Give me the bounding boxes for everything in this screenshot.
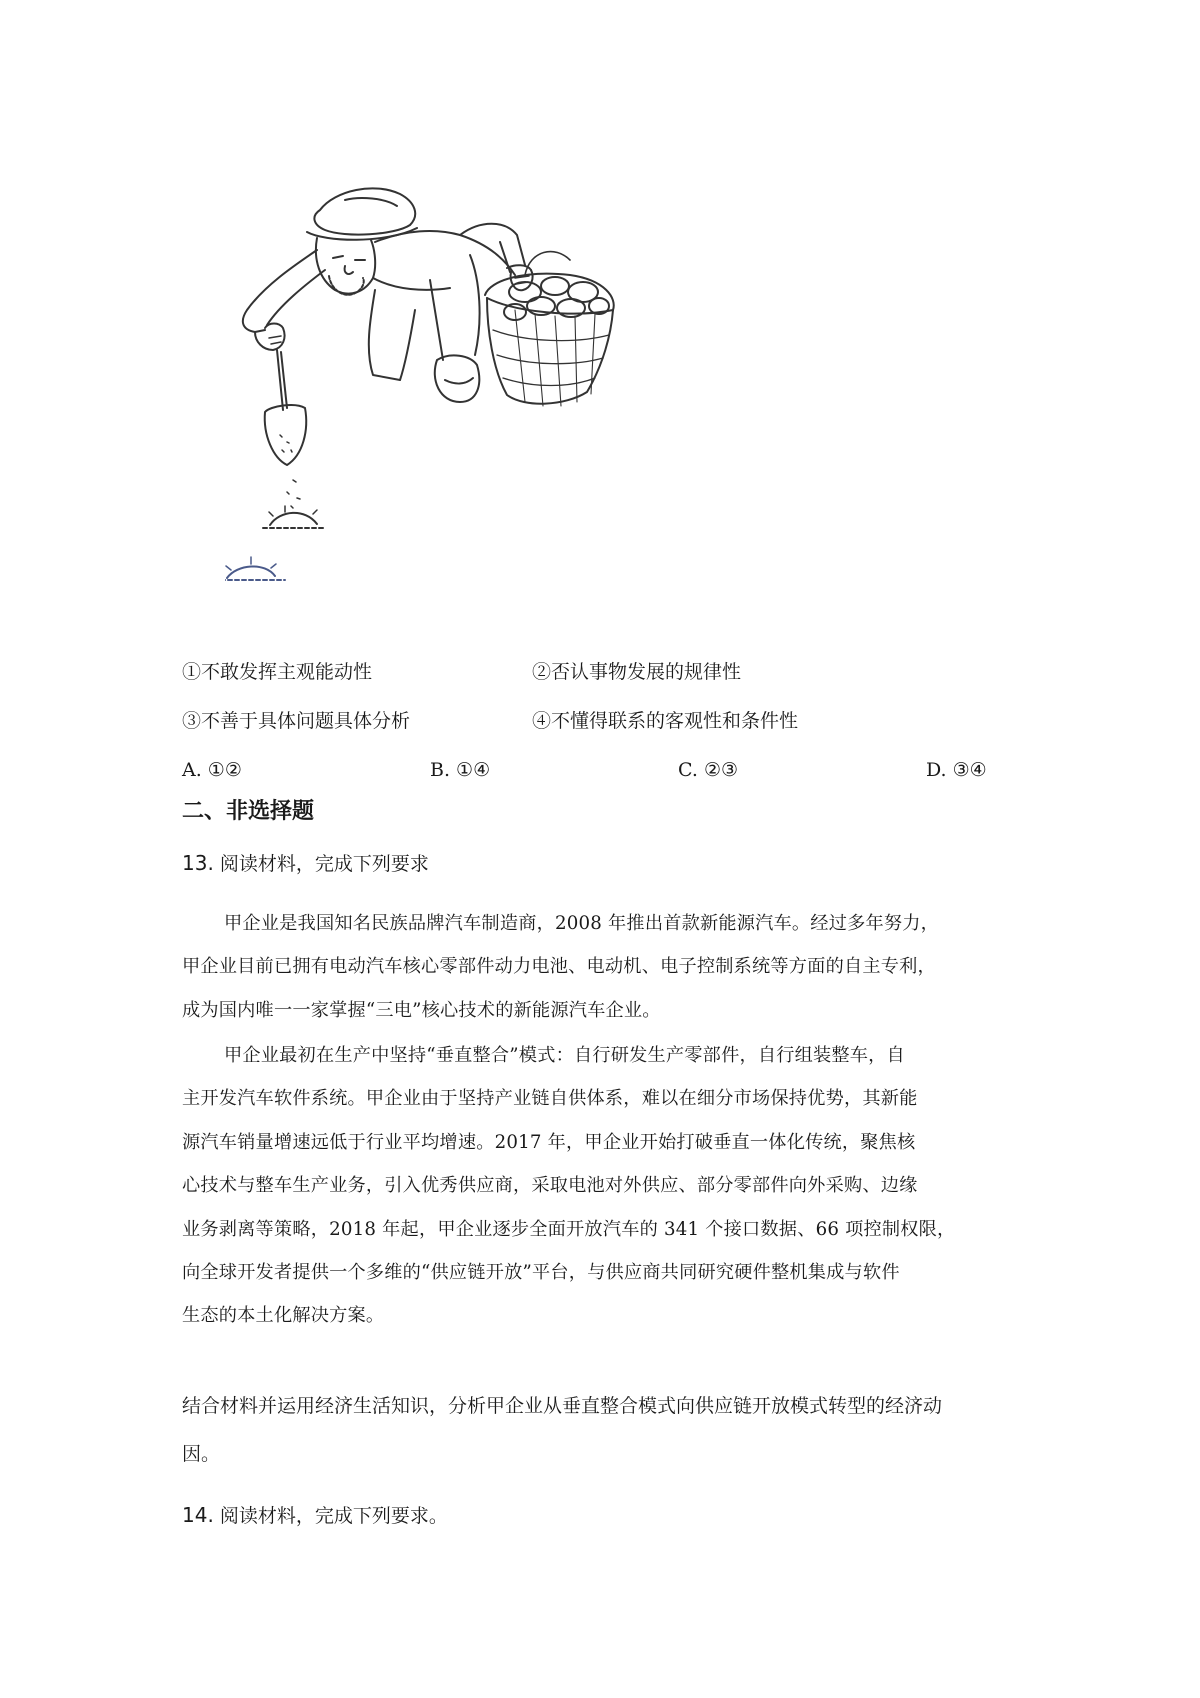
question-13-prompt: 阅读材料，完成下列要求 — [219, 853, 429, 875]
question-14-prompt: 阅读材料，完成下列要求。 — [219, 1505, 448, 1527]
question-13-number: 13. — [182, 851, 214, 875]
paragraph-2-line: 生态的本土化解决方案。 — [182, 1305, 385, 1327]
option-1: ①不敢发挥主观能动性 — [182, 661, 373, 683]
choice-c[interactable]: C. ②③ — [678, 759, 739, 781]
choice-a[interactable]: A. ①② — [182, 759, 242, 781]
choice-d[interactable]: D. ③④ — [926, 759, 987, 781]
option-4: ④不懂得联系的客观性和条件性 — [532, 710, 799, 732]
option-2: ②否认事物发展的规律性 — [532, 661, 742, 683]
paragraph-2-line: 向全球开发者提供一个多维的“供应链开放”平台，与供应商共同研究硬件整机集成与软件 — [182, 1261, 900, 1283]
farmer-planting-illustration — [225, 180, 695, 630]
choice-b[interactable]: B. ①④ — [430, 759, 491, 781]
question-13-task — [182, 1382, 1034, 1478]
paragraph-1-line: 成为国内唯一一家掌握“三电”核心技术的新能源汽车企业。 — [182, 999, 661, 1021]
paragraph-2-line: 业务剥离等策略，2018 年起，甲企业逐步全面开放汽车的 341 个接口数据、66 项控制权限， — [182, 1218, 956, 1240]
answer-choices — [182, 755, 1042, 785]
paragraph-2-line: 主开发汽车软件系统。甲企业由于坚持产业链自供体系，难以在细分市场保持优势，其新能 — [182, 1088, 918, 1110]
options-row-1 — [182, 657, 1042, 687]
section-title: 二、非选择题 — [182, 799, 315, 824]
paragraph-2-line: 源汽车销量增速远低于行业平均增速。2017 年，甲企业开始打破垂直一体化传统，聚焦核 — [182, 1131, 916, 1153]
paragraph-1-line: 甲企业是我国知名民族品牌汽车制造商，2008 年推出首款新能源汽车。经过多年努力， — [224, 913, 940, 934]
paragraph-2-line: 心技术与整车生产业务，引入优秀供应商，采取电池对外供应、部分零部件向外采购、边缘 — [182, 1175, 918, 1197]
option-3: ③不善于具体问题具体分析 — [182, 710, 411, 732]
paragraph-2-line: 甲企业最初在生产中坚持“垂直整合”模式：自行研发生产零部件，自行组装整车，自 — [224, 1045, 905, 1066]
task-line: 结合材料并运用经济生活知识，分析甲企业从垂直整合模式向供应链开放模式转型的经济动 — [182, 1395, 943, 1417]
options-row-2 — [182, 706, 1042, 736]
question-14-number: 14. — [182, 1503, 214, 1527]
paragraph-1-line: 甲企业目前已拥有电动汽车核心零部件动力电池、电动机、电子控制系统等方面的自主专利， — [182, 956, 936, 978]
task-line: 因。 — [182, 1443, 221, 1465]
question-14-heading — [182, 1500, 448, 1531]
question-13-heading — [182, 848, 429, 879]
material-paragraph-2 — [182, 1034, 1034, 1338]
material-paragraph-1 — [182, 902, 1034, 1032]
